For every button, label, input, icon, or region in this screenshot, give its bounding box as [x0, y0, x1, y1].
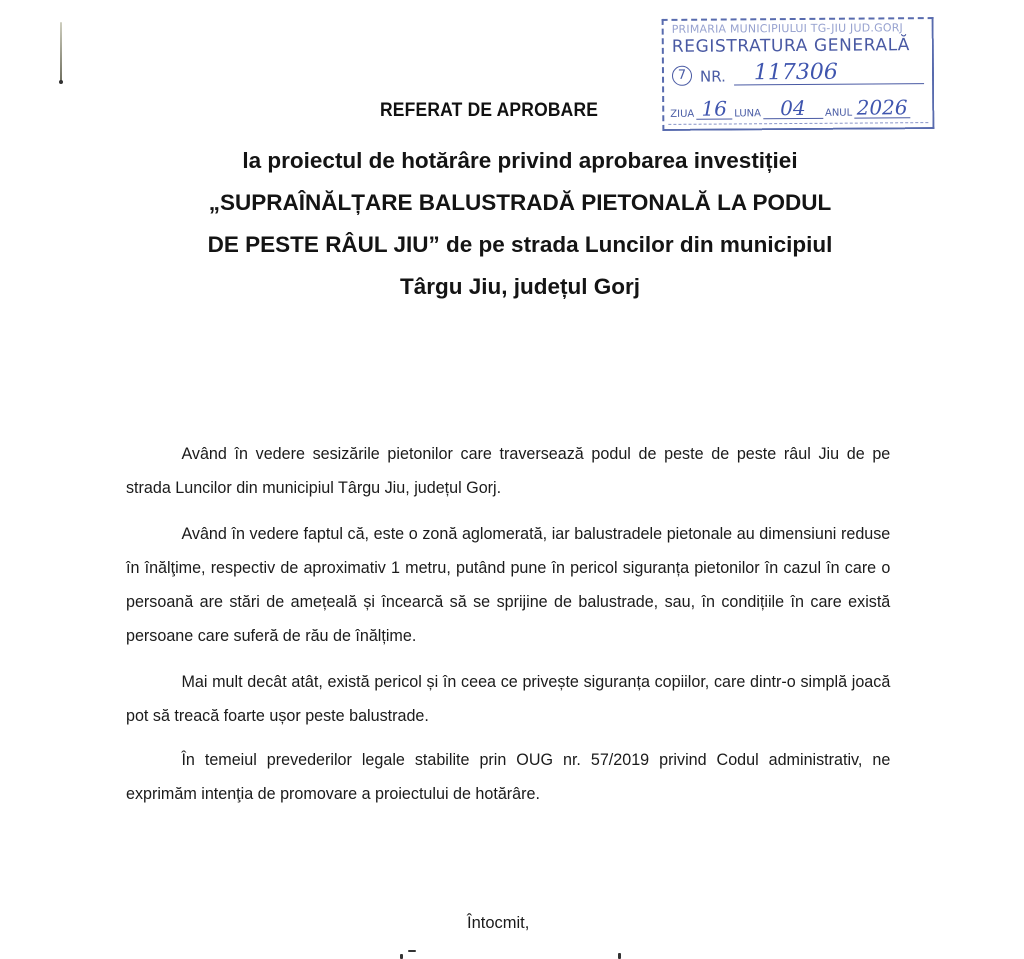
body-paragraph: Mai mult decât atât, există pericol și în ceea ce privește siguranța copiilor, care dintr-o simplă joacă pot să treacă foarte ușor peste balustrade.	[126, 673, 891, 725]
stamp-office: REGISTRATURA GENERALĂ	[671, 35, 911, 57]
stamp-year-value: 2026	[854, 97, 910, 118]
stamp-month-value: 04	[763, 98, 823, 119]
title-line: DE PESTE RÂUL JIU” de pe strada Luncilor din municipiul	[207, 232, 833, 257]
stamp-day-value: 16	[696, 98, 732, 119]
stamp-year-label: ANUL	[824, 107, 853, 119]
stamp-nr-value: 117306	[734, 61, 924, 85]
stamp-institution: PRIMARIA MUNICIPIULUI TG-JIU JUD.GORJ	[671, 21, 904, 36]
stamp-rule	[668, 122, 928, 125]
body-paragraph: Având în vedere faptul că, este o zonă aglomerată, iar balustradele pietonale au dimensiuni reduse în înălţime, respectiv de aproximativ 1 metru, putând pune în pericol siguranța pietonilor în cazul în care o persoană are stări de amețeală și încearcă să se sprijine de balustrade, sau, în condițiile în care există persoane care suferă de rău de înălțime.	[126, 525, 891, 645]
document-title	[140, 140, 900, 308]
stamp-circle-number: 7	[672, 66, 692, 86]
document-type-heading: REFERAT DE APROBARE	[380, 100, 599, 121]
stamp-nr-label: NR.	[699, 67, 726, 86]
title-line: la proiectul de hotărâre privind aprobarea investiției	[242, 148, 798, 173]
stamp-day-label: ZIUA	[670, 108, 695, 120]
title-line: „SUPRAÎNĂLȚARE BALUSTRADĂ PIETONALĂ LA PODUL	[208, 190, 832, 215]
title-line: Târgu Jiu, județul Gorj	[399, 274, 640, 299]
body-paragraph: În temeiul prevederilor legale stabilite prin OUG nr. 57/2019 privind Codul administrativ, ne exprimăm intenţia de promovare a proiectului de hotărâre.	[126, 751, 891, 803]
registry-stamp	[662, 17, 935, 131]
body-paragraph: Având în vedere sesizările pietonilor care traversează podul de peste de peste râul Jiu de pe strada Luncilor din municipiul Târgu Jiu, județul Gorj.	[126, 445, 891, 497]
signature-scribble	[400, 950, 630, 959]
stamp-month-label: LUNA	[734, 108, 762, 120]
document-body	[126, 437, 898, 823]
margin-pen-mark	[60, 22, 62, 82]
stamp-number-row	[672, 61, 924, 86]
stamp-date-row	[670, 97, 912, 120]
signature-label: Întocmit,	[467, 914, 530, 932]
